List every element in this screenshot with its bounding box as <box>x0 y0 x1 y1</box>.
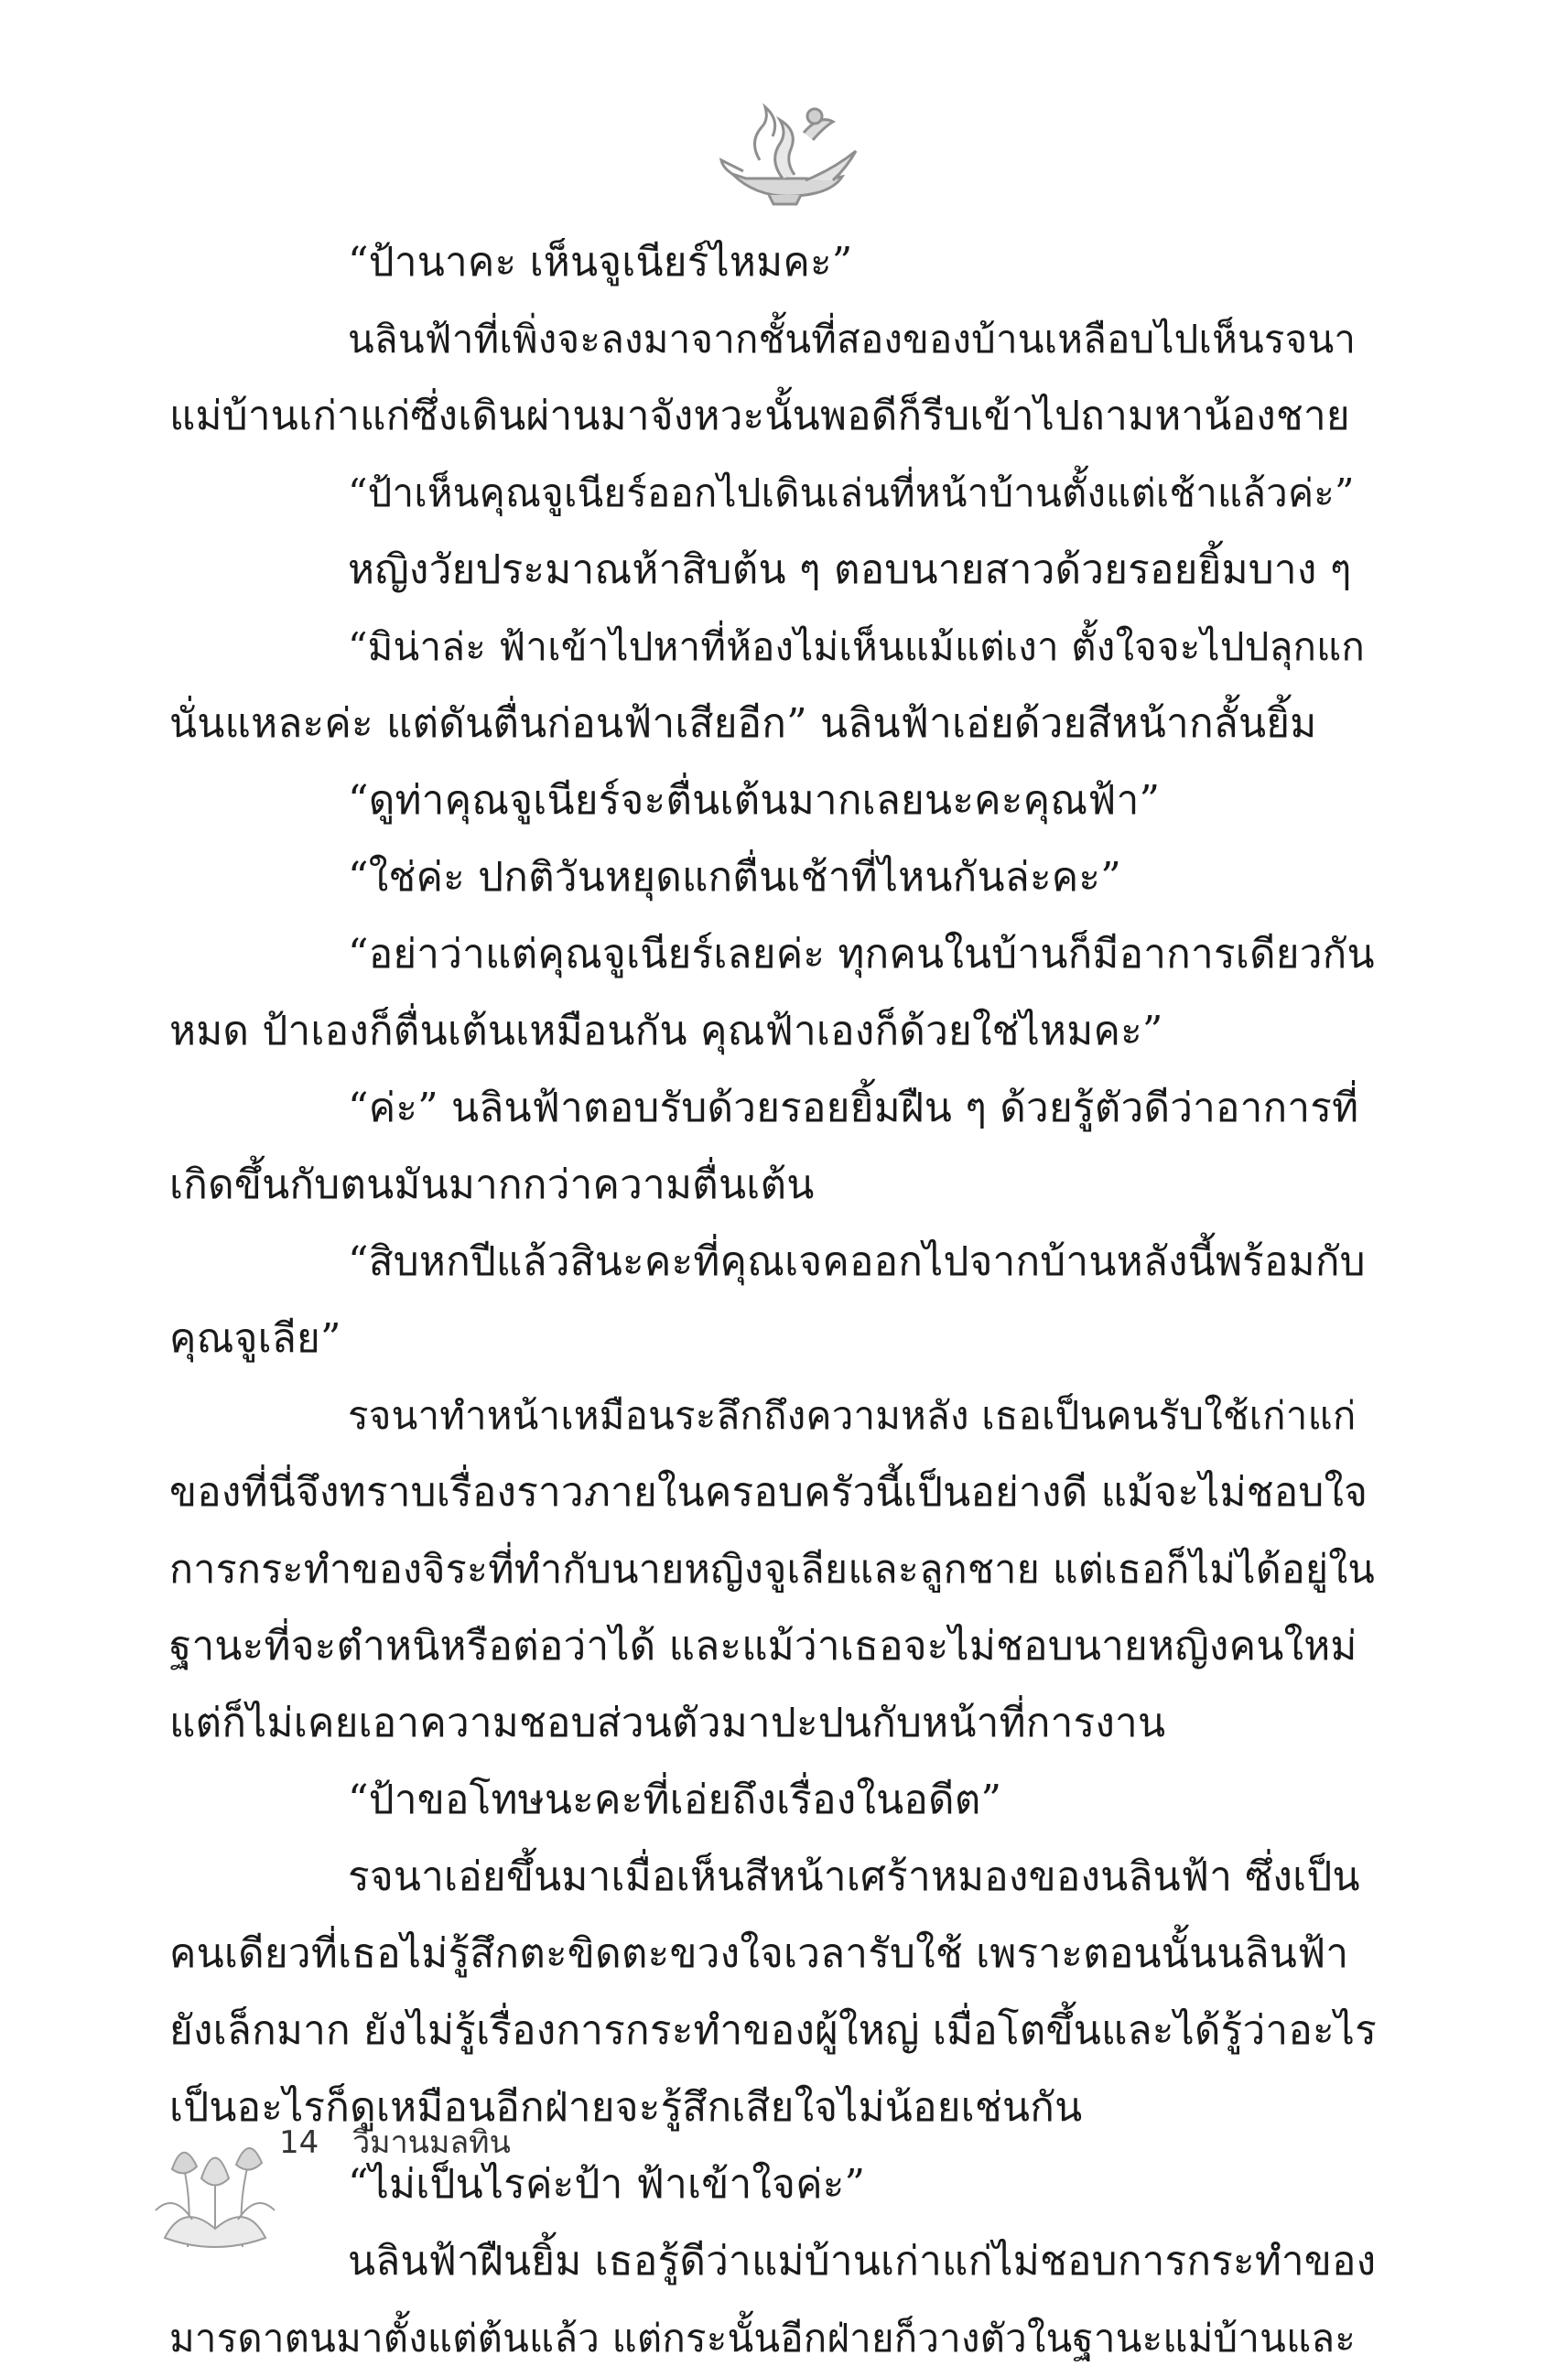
text-line: ยังเล็กมาก ยังไม่รู้เรื่องการกระทำของผู้ใหญ่ เมื่อโตขึ้นและได้รู้ว่าอะไร <box>169 2007 1377 2054</box>
page-folio <box>279 2117 511 2166</box>
text-line: เกิดขึ้นกับตนมันมากกว่าความตื่นเต้น <box>169 1161 815 1208</box>
text-line: “ใช่ค่ะ ปกติวันหยุดแกตื่นเช้าที่ไหนกันล่ะคะ” <box>348 854 1121 901</box>
text-line: หมด ป้าเองก็ตื่นเต้นเหมือนกัน คุณฟ้าเองก็ด้วยใช่ไหมคะ” <box>169 1008 1163 1054</box>
text-line: “ค่ะ” นลินฟ้าตอบรับด้วยรอยยิ้มฝืน ๆ ด้วยรู้ตัวดีว่าอาการที่ <box>348 1085 1359 1131</box>
text-line: “ป้าเห็นคุณจูเนียร์ออกไปเดินเล่นที่หน้าบ้านตั้งแต่เช้าแล้วค่ะ” <box>348 470 1355 515</box>
text-line: “มิน่าล่ะ ฟ้าเข้าไปหาที่ห้องไม่เห็นแม้แต่เงา ตั้งใจจะไปปลุกแก <box>348 624 1366 669</box>
body-text <box>169 224 1377 2377</box>
text-line: “สิบหกปีแล้วสินะคะที่คุณเจคออกไปจากบ้านหลังนี้พร้อมกับ <box>348 1238 1366 1285</box>
text-line: “ป้านาคะ เห็นจูเนียร์ไหมคะ” <box>348 239 853 286</box>
page-number: 14 <box>279 2124 319 2161</box>
text-line: คนเดียวที่เธอไม่รู้สึกตะขิดตะขวงใจเวลารับใช้ เพราะตอนนั้นนลินฟ้า <box>169 1930 1349 1977</box>
page-footer <box>146 2073 787 2256</box>
text-line: การกระทำของจิระที่ทำกับนายหญิงจูเลียและลูกชาย แต่เธอก็ไม่ได้อยู่ใน <box>169 1547 1376 1593</box>
text-line: คุณจูเลีย” <box>169 1315 341 1362</box>
text-line: รจนาทำหน้าเหมือนระลึกถึงความหลัง เธอเป็นคนรับใช้เก่าแก่ <box>348 1393 1357 1438</box>
text-line: ฐานะที่จะตำหนิหรือต่อว่าได้ และแม้ว่าเธอจะไม่ชอบนายหญิงคนใหม่ <box>169 1623 1357 1669</box>
text-line: นั่นแหละค่ะ แต่ดันตื่นก่อนฟ้าเสียอีก” นลินฟ้าเอ่ยด้วยสีหน้ากลั้นยิ้ม <box>169 700 1317 747</box>
text-line: แต่ก็ไม่เคยเอาความชอบส่วนตัวมาปะปนกับหน้าที่การงาน <box>169 1700 1166 1746</box>
text-line: นลินฟ้าที่เพิ่งจะลงมาจากชั้นที่สองของบ้านเหลือบไปเห็นรจนา <box>348 317 1357 362</box>
text-line: หญิงวัยประมาณห้าสิบต้น ๆ ตอบนายสาวด้วยรอยยิ้มบาง ๆ <box>348 546 1352 593</box>
book-title: วิมานมลทิน <box>352 2124 511 2161</box>
genie-lamp-ornament-icon <box>696 96 870 211</box>
text-line: “อย่าว่าแต่คุณจูเนียร์เลยค่ะ ทุกคนในบ้านก็มีอาการเดียวกัน <box>348 931 1375 978</box>
text-line: เป็นอะไรก็ดูเหมือนอีกฝ่ายจะรู้สึกเสียใจไม่น้อยเช่นกัน <box>169 2084 1083 2131</box>
text-line: ของที่นี่จึงทราบเรื่องราวภายในครอบครัวนี้เป็นอย่างดี แม้จะไม่ชอบใจ <box>169 1469 1368 1516</box>
lotus-flower-ornament-icon <box>146 2073 284 2256</box>
text-line: “ป้าขอโทษนะคะที่เอ่ยถึงเรื่องในอดีต” <box>348 1777 1002 1823</box>
text-line: นลินฟ้าฝืนยิ้ม เธอรู้ดีว่าแม่บ้านเก่าแก่ไม่ชอบการกระทำของ <box>348 2238 1377 2285</box>
text-line: “ไม่เป็นไรค่ะป้า ฟ้าเข้าใจค่ะ” <box>348 2161 866 2208</box>
text-line: แม่บ้านเก่าแก่ซึ่งเดินผ่านมาจังหวะนั้นพอดีก็รีบเข้าไปถามหาน้องชาย <box>169 393 1350 439</box>
text-line: “ดูท่าคุณจูเนียร์จะตื่นเต้นมากเลยนะคะคุณฟ้า” <box>348 777 1161 824</box>
text-line: มารดาตนมาตั้งแต่ต้นแล้ว แต่กระนั้นอีกฝ่ายก็วางตัวในฐานะแม่บ้านและ <box>169 2316 1357 2361</box>
text-line: รจนาเอ่ยขึ้นมาเมื่อเห็นสีหน้าเศร้าหมองของนลินฟ้า ซึ่งเป็น <box>348 1853 1360 1900</box>
